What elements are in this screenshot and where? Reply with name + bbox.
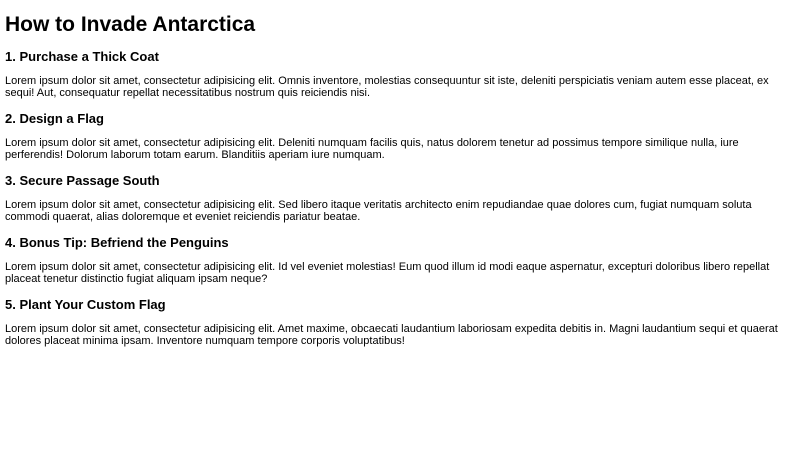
section-heading: 3. Secure Passage South (5, 173, 160, 188)
section-heading: 1. Purchase a Thick Coat (5, 49, 159, 64)
section-body: Lorem ipsum dolor sit amet, consectetur adipisicing elit. Id vel eveniet molestias! Eum quod illum id modi eaque aspernatur, excepturi doloribus libero repellat placeat tenetur distinctio fugiat aliquam ipsam neque? (5, 261, 770, 285)
section-body: Lorem ipsum dolor sit amet, consectetur adipisicing elit. Deleniti numquam facilis quis, natus dolorem tenetur ad possimus tempore similique nulla, iure perferendis! Dolorum laborum totam earum. Blanditiis aperiam iure numquam. (5, 137, 739, 161)
section-secure-passage (5, 173, 795, 223)
section-body: Lorem ipsum dolor sit amet, consectetur adipisicing elit. Omnis inventore, molestias consequuntur sit iste, deleniti perspiciatis veniam autem esse placeat, ex sequi! Aut, consequatur repellat necessitatibus nostrum quis reiciendis nisi. (5, 75, 769, 99)
section-plant-flag (5, 297, 795, 347)
section-purchase-coat (5, 49, 795, 99)
section-befriend-penguins (5, 235, 795, 285)
section-heading: 5. Plant Your Custom Flag (5, 297, 166, 312)
page-title: How to Invade Antarctica (5, 13, 256, 36)
section-heading: 4. Bonus Tip: Befriend the Penguins (5, 235, 229, 250)
section-design-flag (5, 111, 795, 161)
section-body: Lorem ipsum dolor sit amet, consectetur adipisicing elit. Sed libero itaque veritatis architecto enim repudiandae quae dolores cum, fugiat numquam soluta commodi quaerat, alias doloremque et eveniet reiciendis pariatur beatae. (5, 199, 752, 223)
section-heading: 2. Design a Flag (5, 111, 104, 126)
section-body: Lorem ipsum dolor sit amet, consectetur adipisicing elit. Amet maxime, obcaecati laudantium laboriosam expedita debitis in. Magni laudantium sequi et quaerat dolores placeat minima ipsam. Inventore numquam tempore corporis voluptatibus! (5, 323, 778, 347)
